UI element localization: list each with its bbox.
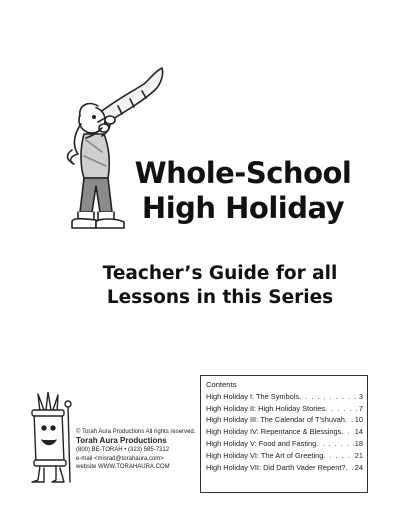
copyright-notice: © Torah Aura Productions All rights reserved. [76,429,196,435]
toc-entry-title: High Holiday I: The Symbols [206,391,300,401]
title-line-2: High Holiday [141,191,345,225]
toc-leader-dots [299,391,358,403]
toc-entry[interactable] [206,391,363,403]
toc-entry-page: 21 [354,450,363,460]
toc-entry[interactable] [206,426,363,438]
toc-leader-dots [316,438,354,450]
toc-entry-page: 18 [354,438,363,448]
toc-entry[interactable] [206,462,363,474]
publisher-email[interactable]: e-mail <misrad@torahaura.com> [76,455,164,462]
toc-entry-title: High Holiday V: Food and Fasting [206,438,317,448]
toc-entry-page: 14 [354,427,363,437]
cover-title [128,156,358,226]
publisher-website[interactable]: website WWW.TORAHAURA.COM [76,464,170,471]
toc-leader-dots [345,414,354,426]
table-of-contents [200,375,368,493]
publisher-name: Torah Aura Productions [76,436,167,446]
toc-leader-dots [346,462,354,474]
publisher-mascot-logo [26,392,76,490]
toc-entry-page: 10 [354,415,363,425]
toc-entry[interactable] [206,438,363,450]
publisher-phone: (800) BE-TORAH • (323) 585-7312 [76,447,170,454]
toc-entry-page: 3 [358,391,363,401]
toc-entry[interactable] [206,403,363,415]
toc-leader-dots [341,426,353,438]
toc-entry-title: High Holiday VI: The Art of Greeting [206,450,324,460]
toc-leader-dots [323,450,353,462]
contents-heading: Contents [206,380,237,389]
toc-entry-title: High Holiday IV: Repentance & Blessings [206,427,342,437]
toc-entry-page: 24 [354,462,363,472]
toc-entry-title: High Holiday II: High Holiday Stories [206,403,326,413]
toc-entry-title: High Holiday VII: Did Darth Vader Repent? [206,462,346,472]
toc-entry[interactable] [206,414,363,426]
toc-entry-page: 7 [358,403,363,413]
cover-subtitle [100,262,340,310]
subtitle-line-2: Lessons in this Series [106,287,334,308]
toc-leader-dots [325,403,358,415]
publisher-info [76,428,216,472]
title-line-1: Whole-School [134,156,352,190]
subtitle-line-1: Teacher’s Guide for all [102,263,338,284]
toc-entry[interactable] [206,450,363,462]
toc-entry-title: High Holiday III: The Calendar of T’shuvah [206,415,345,425]
